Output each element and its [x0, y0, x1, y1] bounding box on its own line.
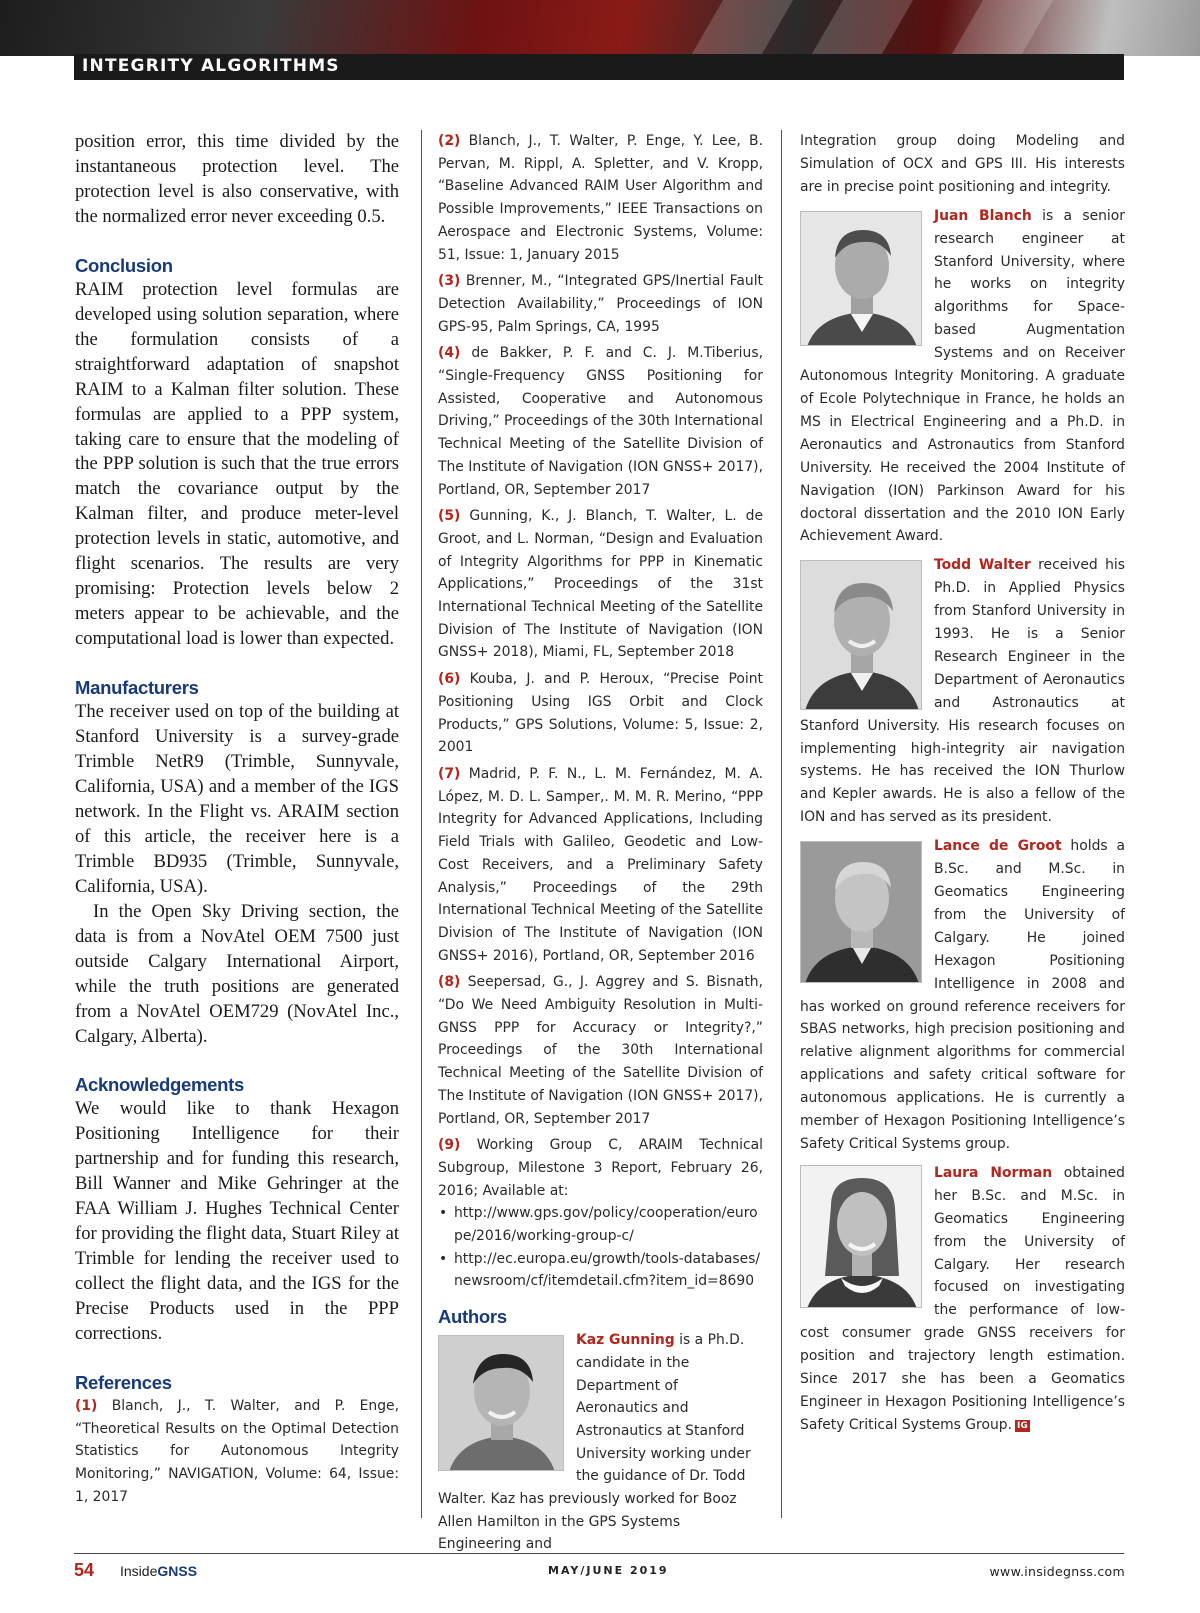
- manufacturers-paragraph-2: In the Open Sky Driving section, the data is from a NovAtel OEM 7500 just outside Calgary International Airport, while the truth positions are generated from a NovAtel OEM729 (NovAtel Inc., Calgary, Alberta).: [75, 900, 399, 1047]
- reference-link[interactable]: • http://ec.europa.eu/growth/tools-databases/newsroom/cf/itemdetail.cfm?item_id=8690: [452, 1248, 763, 1293]
- reference-number: (5): [438, 508, 461, 525]
- reference-number: (7): [438, 765, 461, 782]
- authors-heading: Authors: [438, 1306, 507, 1328]
- issue-date: MAY/JUNE 2019: [548, 1564, 669, 1577]
- column-divider: [421, 130, 422, 1518]
- reference-text: Working Group C, ARAIM Technical Subgroup, Milestone 3 Report, February 26, 2016; Available at:: [438, 1137, 763, 1199]
- reference-text: Gunning, K., J. Blanch, T. Walter, L. de Groot, and L. Norman, “Design and Evaluation of Integrity Algorithms for PPP in Kinematic Applications,” Proceedings of the 31st International Technical Meeting of the Satellite Division of The Institute of Navigation (ION GNSS+ 2018), Miami, FL, September 2018: [438, 508, 763, 661]
- portrait-image: [439, 1336, 564, 1471]
- author-name: Laura Norman: [934, 1164, 1053, 1181]
- author-kaz-gunning: [438, 1329, 763, 1556]
- manufacturers-heading: Manufacturers: [75, 677, 199, 699]
- reference-number: (9): [438, 1137, 461, 1154]
- author-photo: [438, 1335, 564, 1471]
- section-banner: [74, 54, 1124, 80]
- reference-link[interactable]: • http://www.gps.gov/policy/cooperation/europe/2016/working-group-c/: [452, 1202, 763, 1247]
- reference-number: (2): [438, 133, 461, 149]
- acknowledgements-paragraph: We would like to thank Hexagon Positioning Intelligence for their partnership and for funding this research, Bill Wanner and Mike Gehringer at the FAA William J. Hughes Technical Center for providing the flight data, Stuart Riley at Trimble for lending the receiver used to collect the flight data, and the IGS for the Precise Products used in the PPP corrections.: [75, 1098, 399, 1345]
- column-3: [800, 130, 1125, 1443]
- reference-text: Madrid, P. F. N., L. M. Fernández, M. A. López, M. D. L. Samper,. M. M. R. Merino, “PPP Integrity for Advanced Applications, Including Field Trials with Galileo, Geodetic and Low-Cost Receivers, and a Preliminary Safety Analysis,” Proceedings of the 29th International Technical Meeting of the Satellite Division of The Institute of Navigation (ION GNSS+ 2016), Portland, OR, September 2016: [438, 765, 763, 964]
- author-juan-blanch: [800, 205, 1125, 549]
- manufacturers-paragraph-1: The receiver used on top of the building at Stanford University is a survey-grade Trimble NetR9 (Trimble, Sunnyvale, California, USA) and a member of the IGS network. In the Flight vs. ARAIM section of this article, the receiver here is a Trimble BD935 (Trimble, Sunnyvale, California, USA).: [75, 701, 399, 897]
- reference-4: [438, 342, 763, 501]
- reference-8: [438, 971, 763, 1130]
- reference-5: [438, 505, 763, 664]
- reference-text: Seepersad, G., J. Aggrey and S. Bisnath, “Do We Need Ambiguity Resolution in Multi-GNSS PPP for Accuracy or Integrity?,” Proceedings of the 30th International Technical Meeting of the Satellite Division of The Institute of Navigation (ION GNSS+ 2017), Portland, OR, September 2017: [438, 974, 763, 1127]
- author-name: Kaz Gunning: [576, 1332, 675, 1349]
- reference-text: Brenner, M., “Integrated GPS/Inertial Fault Detection Availability,” Proceedings of ION GPS-95, Palm Springs, CA, 1995: [438, 273, 764, 335]
- conclusion-heading: Conclusion: [75, 254, 173, 276]
- reference-number: (4): [438, 345, 461, 362]
- portrait-image: [801, 212, 922, 346]
- author-todd-walter: [800, 554, 1125, 829]
- author-name: Todd Walter: [934, 557, 1031, 574]
- reference-number: (3): [438, 273, 461, 290]
- author-bio: is a Ph.D. candidate in the Department of Aeronautics and Astronautics at Stanford University working under the guidance of Dr. Todd Walter. Kaz has previously worked for Booz Allen Hamilton in the GPS Systems Engineering and: [438, 1332, 751, 1553]
- author-bio: is a senior research engineer at Stanford University, where he works on integrity algorithms for Space-based Augmentation Systems and on Receiver Autonomous Integrity Monitoring. A graduate of Ecole Polytechnique in France, he holds an MS in Electrical Engineering and a Ph.D. in Aeronautics and Astronautics from Stanford University. He received the 2004 Institute of Navigation (ION) Parkinson Award for his doctoral dissertation and the 2010 ION Early Achievement Award.: [800, 207, 1126, 545]
- reference-number: (8): [438, 974, 461, 991]
- author-lance-de-groot: [800, 835, 1125, 1156]
- acknowledgements-heading: Acknowledgements: [75, 1074, 244, 1096]
- portrait-image: [801, 1166, 922, 1308]
- author-laura-norman: [800, 1162, 1125, 1437]
- magazine-name-suffix: GNSS: [157, 1563, 198, 1579]
- reference-text: Blanch, J., T. Walter, and P. Enge, “Theoretical Results on the Optimal Detection Statistics for Autonomous Integrity Monitoring,” NAVIGATION, Volume: 64, Issue: 1, 2017: [75, 1397, 400, 1505]
- author-bio-continued: Integration group doing Modeling and Simulation of OCX and GPS III. His interests are in precise point positioning and integrity.: [800, 133, 1125, 195]
- column-divider: [781, 130, 782, 1518]
- references-heading: References: [75, 1371, 172, 1393]
- portrait-image: [801, 561, 922, 710]
- magazine-name: [120, 1563, 197, 1579]
- section-title: INTEGRITY ALGORITHMS: [82, 56, 340, 76]
- author-photo: [800, 560, 922, 710]
- author-photo: [800, 211, 922, 346]
- author-name: Juan Blanch: [934, 207, 1032, 224]
- reference-text: de Bakker, P. F. and C. J. M.Tiberius, “Single-Frequency GNSS Positioning for Assisted, Cooperative and Autonomous Driving,” Proceedings of the 30th International Technical Meeting of the Satellite Division of The Institute of Navigation (ION GNSS+ 2017), Portland, OR, September 2017: [438, 345, 764, 498]
- author-bio: obtained her B.Sc. and M.Sc. in Geomatics Engineering from the University of Calgary. Her research focused on investigating the performance of low-cost consumer grade GNSS receivers for position and trajectory length estimation. Since 2017 she has been a Geomatics Engineer in Hexagon Positioning Intelligence’s Safety Critical Systems Group.: [800, 1164, 1125, 1433]
- reference-number: (6): [438, 671, 461, 688]
- reference-7: [438, 763, 763, 967]
- column-1: [75, 130, 399, 1513]
- footer-rule: [74, 1553, 1124, 1554]
- magazine-name-prefix: Inside: [120, 1563, 158, 1579]
- reference-text: Kouba, J. and P. Heroux, “Precise Point Positioning Using IGS Orbit and Clock Products,” GPS Solutions, Volume: 5, Issue: 2, 2001: [438, 671, 763, 756]
- header-artwork: [0, 0, 1200, 56]
- page-number: 54: [74, 1560, 95, 1580]
- conclusion-paragraph: RAIM protection level formulas are developed using solution separation, where the formulation consists of a straightforward adaptation of snapshot RAIM to a Kalman filter solution. These formulas are applied to a PPP system, taking care to ensure that the modeling of the PPP solution is such that the true errors match the covariance output by the Kalman filter, and produce meter-level protection levels in static, automotive, and flight scenarios. The results are very promising: Protection levels below 2 meters appear to be achievable, and the computational load is lower than expected.: [75, 278, 399, 650]
- intro-paragraph: position error, this time divided by the instantaneous protection level. The protection level is also conservative, with the normalized error never exceeding 0.5.: [75, 131, 399, 227]
- reference-text: Blanch, J., T. Walter, P. Enge, Y. Lee, B. Pervan, M. Rippl, A. Spletter, and V. Kropp, “Baseline Advanced RAIM User Algorithm and Possible Improvements,” IEEE Transactions on Aerospace and Electronic Systems, Volume: 51, Issue: 1, January 2015: [438, 133, 763, 263]
- reference-3: [438, 270, 763, 338]
- reference-links: [438, 1202, 763, 1293]
- column-2: [438, 130, 763, 1562]
- portrait-image: [801, 842, 922, 983]
- author-photo: [800, 841, 922, 983]
- website-link[interactable]: www.insidegnss.com: [989, 1564, 1125, 1579]
- reference-1: [75, 1395, 399, 1509]
- reference-2: [438, 130, 763, 266]
- author-bio: holds a B.Sc. and M.Sc. in Geomatics Engineering from the University of Calgary. He joined Hexagon Positioning Intelligence in 2008 and has worked on ground reference receivers for SBAS networks, high precision positioning and relative alignment algorithms for commercial applications and safety critical software for autonomous applications. He is currently a member of Hexagon Positioning Intelligence’s Safety Critical Systems group.: [800, 838, 1125, 1152]
- reference-6: [438, 668, 763, 759]
- author-name: Lance de Groot: [934, 838, 1062, 855]
- end-of-article-mark: IG: [1017, 1420, 1028, 1431]
- reference-9: [438, 1134, 763, 1202]
- reference-number: (1): [75, 1397, 98, 1414]
- author-bio: received his Ph.D. in Applied Physics from Stanford University in 1993. He is a Senior Research Engineer in the Department of Aeronautics and Astronautics at Stanford University. His research focuses on implementing high-integrity air navigation systems. He has received the ION Thurlow and Kepler awards. He is also a fellow of the ION and has served as its president.: [800, 557, 1125, 826]
- author-photo: [800, 1165, 922, 1308]
